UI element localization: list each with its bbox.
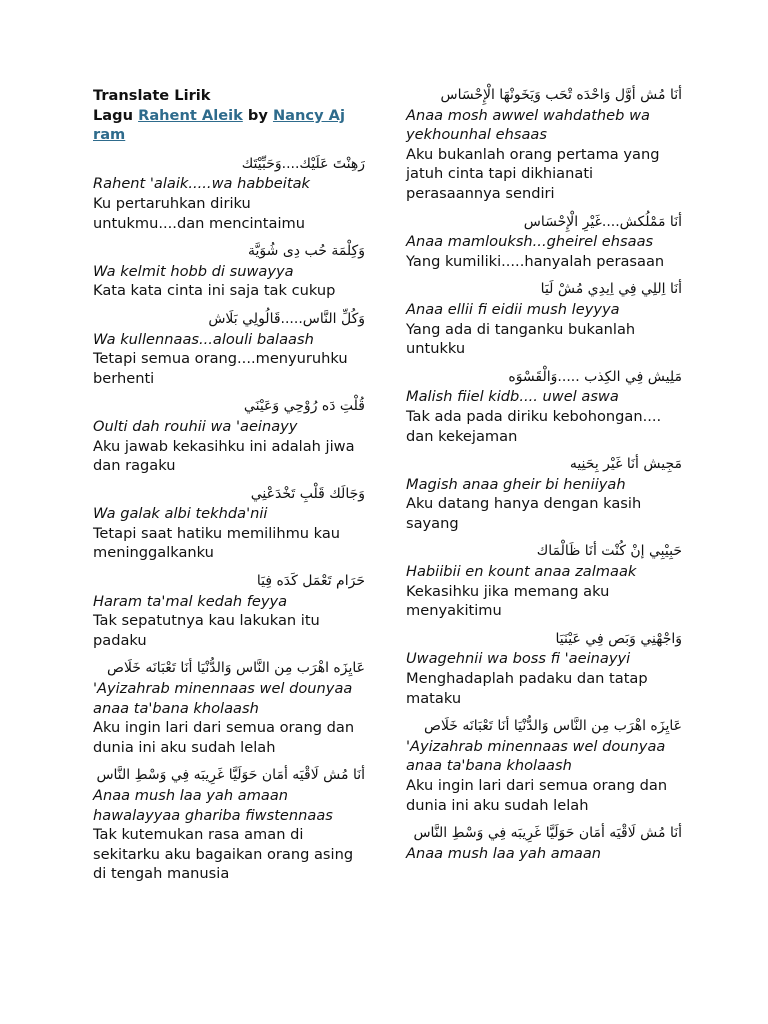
translation-line: Aku ingin lari dari semua orang dan dunia ini aku sudah lelah — [406, 777, 668, 814]
translation-line: Tak kutemukan rasa aman di sekitarku aku bagaikan orang asing di tengah manusia — [93, 826, 354, 883]
stanza — [406, 824, 682, 863]
arabic-line: أنَا اِللِي فِي اِيدِي مُشْ لَيَا — [540, 281, 682, 298]
stanza — [93, 766, 365, 884]
stanza — [406, 542, 682, 620]
by-label: by — [247, 106, 268, 124]
romanized-line: Habiibii en kount anaa zalmaak — [406, 563, 637, 581]
header — [93, 86, 365, 145]
translation-line: Kata kata cinta ini saja tak cukup — [93, 282, 336, 300]
stanza — [406, 86, 682, 204]
right-column — [406, 86, 682, 872]
song-title-link[interactable]: Rahent Aleik — [138, 106, 243, 124]
romanized-line: Haram ta'mal kedah feyya — [93, 592, 288, 610]
arabic-line: عَايِزَه اهْرَب مِن النَّاس وَالدُّنْيَا أنَا تَعْبَانَه خَلَاص — [424, 718, 682, 735]
romanized-line: Anaa mamlouksh...gheirel ehsaas — [406, 233, 654, 251]
translation-line: Tak sepatutnya kau lakukan itu padaku — [93, 612, 320, 649]
translation-line: Tak ada pada diriku kebohongan.... dan kekejaman — [406, 407, 662, 445]
translation-line: Aku ingin lari dari semua orang dan dunia ini aku sudah lelah — [93, 719, 355, 756]
document-title: Translate Lirik — [93, 87, 211, 104]
translation-line: Menghadaplah padaku dan tatap mataku — [406, 670, 648, 707]
arabic-line: وَجَالَك قَلْبِ تَخْدَعْنِي — [250, 485, 365, 502]
stanza — [93, 310, 365, 388]
stanza — [406, 213, 682, 272]
arabic-line: أنَا مُش أوَّل وَاحْدَه تْحَب وَيَخَونْهَا الْإِحْسَاس — [440, 87, 682, 103]
stanza — [93, 397, 365, 475]
stanza — [93, 242, 365, 301]
left-column — [93, 86, 365, 893]
romanized-line: 'Ayizahrab minennaas wel dounyaa anaa ta'bana kholaash — [93, 680, 353, 717]
arabic-line: وَاجْهْنِي وَبَص فِي عَيْنَيَا — [555, 630, 682, 647]
song-prefix: Lagu — [93, 106, 133, 124]
translation-line: Aku jawab kekasihku ini adalah jiwa dan ragaku — [93, 437, 355, 475]
romanized-line: 'Ayizahrab minennaas wel dounyaa anaa ta'bana kholaash — [406, 737, 666, 775]
translation-line: Aku bukanlah orang pertama yang jatuh cinta tapi dikhianati perasaannya sendiri — [406, 145, 660, 202]
arabic-line: وَكُلِّ النَّاس.....قَالُولِي بَلَاش — [208, 310, 365, 327]
romanized-line: Uwagehnii wa boss fi 'aeinayyi — [406, 650, 631, 668]
arabic-line: مَجِيش أنَا غَيْر بِحَنِيه — [569, 456, 682, 473]
romanized-line: Rahent 'alaik.....wa habbeitak — [93, 175, 310, 193]
translation-line: Tetapi saat hatiku memilihmu kau meninggalkanku — [93, 524, 341, 562]
arabic-line: أنَا مُش لَاقْيَه أمَان حَوَلَيَّا غَرِيبَه فِي وَسْطِ النَّاس — [96, 767, 365, 784]
translation-line: Yang ada di tanganku bukanlah untukku — [406, 320, 636, 358]
stanza — [93, 155, 365, 233]
romanized-line: Anaa mosh awwel wahdatheb wa yekhounhal ehsaas — [406, 106, 650, 144]
arabic-line: حَبِيْبِي إنْ كُنْت أنَا ظَالْمَاك — [536, 543, 682, 560]
translation-line: Yang kumiliki.....hanyalah perasaan — [406, 252, 665, 270]
romanized-line: Anaa mush laa yah amaan — [406, 844, 602, 862]
stanza — [406, 280, 682, 358]
arabic-line: أنَا مَمْلُكش....غَيْرِ الْإِحْسَاس — [523, 213, 682, 230]
arabic-line: أنَا مُش لَاقْيَه أمَان حَوَلَيَّا غَرِيبَه فِي وَسْطِ النَّاس — [413, 825, 682, 842]
stanza — [93, 572, 365, 650]
arabic-line: مَلِيش فِي الكِذب .....وَالْقَسْوَه — [508, 368, 682, 385]
stanza — [93, 659, 365, 757]
romanized-line: Anaa mush laa yah amaan hawalayyaa ghariba fiwstennaas — [93, 787, 333, 824]
artist-link-part-2[interactable]: ram — [93, 126, 126, 144]
romanized-line: Malish fiiel kidb.... uwel aswa — [406, 388, 619, 406]
artist-link-part-1[interactable]: Nancy Aj — [272, 106, 345, 124]
arabic-line: وَكِلْمَة حُب دِى شُوَيَّة — [248, 243, 365, 260]
song-credit — [93, 106, 365, 145]
romanized-line: Anaa ellii fi eidii mush leyyya — [406, 300, 620, 318]
translation-line: Tetapi semua orang....menyuruhku berhenti — [93, 350, 348, 387]
stanza — [93, 485, 365, 563]
romanized-line: Magish anaa gheir bi heniiyah — [406, 475, 626, 493]
translation-line: Ku pertaruhkan diriku untukmu....dan mencintaimu — [93, 194, 305, 232]
stanza — [406, 717, 682, 815]
stanza — [406, 368, 682, 446]
translation-line: Kekasihku jika memang aku menyakitimu — [406, 582, 610, 620]
arabic-line: حَرَام تَعْمَل كَدَه فِيَا — [256, 573, 365, 590]
romanized-line: Wa kullennaas...alouli balaash — [93, 330, 314, 348]
romanized-line: Wa kelmit hobb di suwayya — [93, 262, 294, 280]
romanized-line: Oulti dah rouhii wa 'aeinayy — [93, 417, 298, 435]
arabic-line: رَهِنْتَ عَلَيْك....وَحَبِّيْتَك — [241, 155, 365, 172]
stanza — [406, 455, 682, 533]
arabic-line: عَايِزَه اهْرَب مِن النَّاس وَالدُّنْيَا أنَا تَعْبَانَه خَلَاص — [107, 660, 365, 677]
romanized-line: Wa galak albi tekhda'nii — [93, 505, 268, 523]
stanza — [406, 630, 682, 708]
translation-line: Aku datang hanya dengan kasih sayang — [406, 495, 642, 532]
arabic-line: قُلْتِ دَه رُوْحِي وَعَيْنَي — [243, 398, 365, 415]
